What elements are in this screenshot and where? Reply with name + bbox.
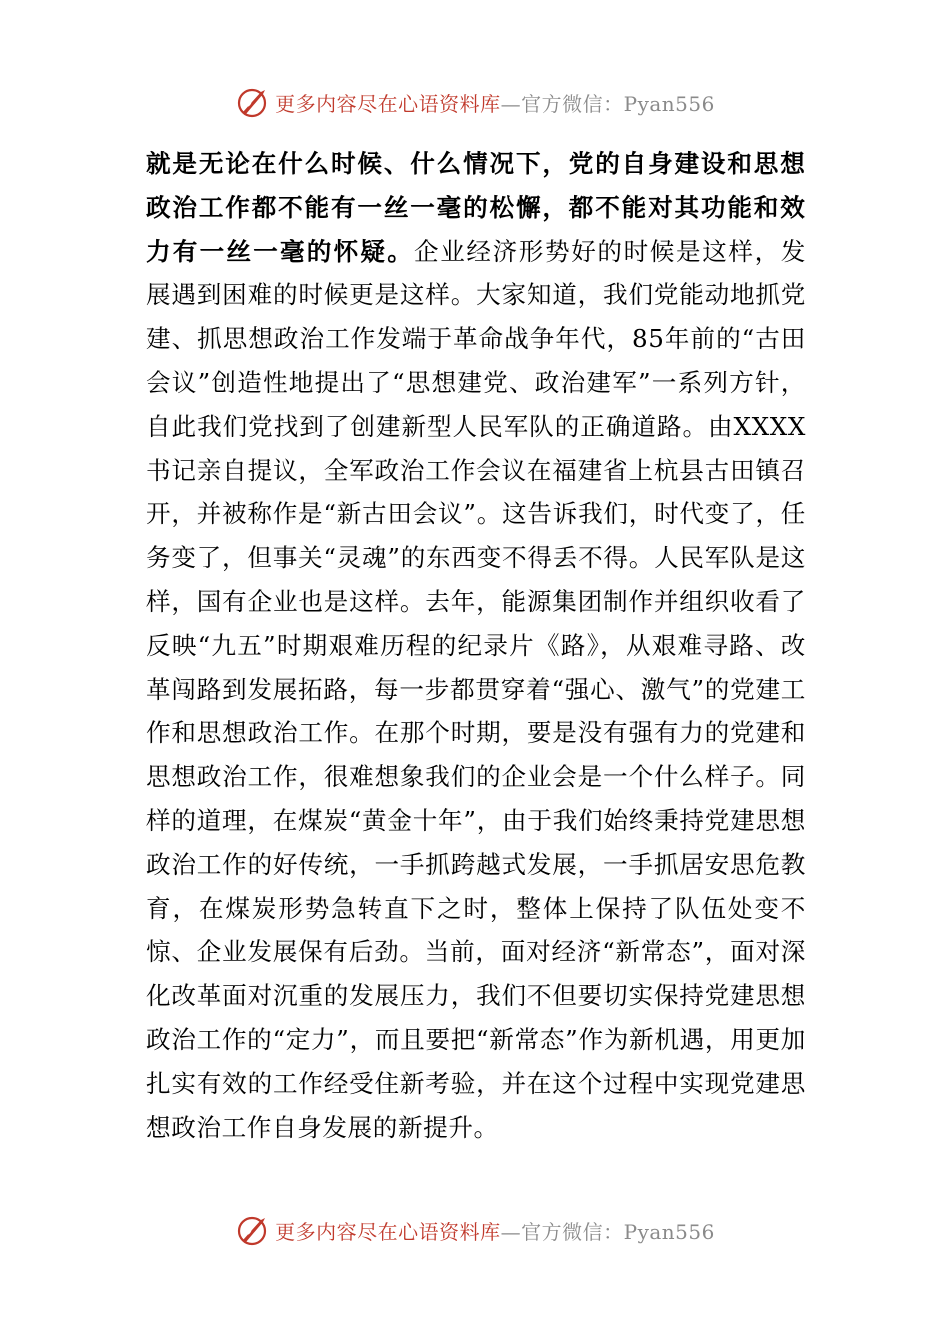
footer-banner-text	[275, 1216, 715, 1245]
footer-banner-red: 更多内容尽在心语资料库	[275, 1219, 501, 1244]
bold-lead-sentence: 就是无论在什么时候、什么情况下，党的自身建设和思想政治工作都不能有一丝一毫的松懈，都不能对其功能和效力有一丝一毫的怀疑。	[146, 149, 806, 266]
body-paragraph: 企业经济形势好的时候是这样，发展遇到困难的时候更是这样。大家知道，我们党能动地抓党建、抓思想政治工作发端于革命战争年代，85年前的“古田会议”创造性地提出了“思想建党、政治建军”一系列方针，自此我们党找到了创建新型人民军队的正确道路。由XXXX书记亲自提议，全军政治工作会议在福建省上杭县古田镇召开，并被称作是“新古田会议”。这告诉我们，时代变了，任务变了，但事关“灵魂”的东西变不得丢不得。人民军队是这样，国有企业也是这样。去年，能源集团制作并组织收看了反映“九五”时期艰难历程的纪录片《路》，从艰难寻路、改革闯路到发展拓路，每一步都贯穿着“强心、激气”的党建工作和思想政治工作。在那个时期，要是没有强有力的党建和思想政治工作，很难想象我们的企业会是一个什么样子。同样的道理，在煤炭“黄金十年”，由于我们始终秉持党建思想政治工作的好传统，一手抓跨越式发展，一手抓居安思危教育，在煤炭形势急转直下之时，整体上保持了队伍处变不惊、企业发展保有后劲。当前，面对经济“新常态”，面对深化改革面对沉重的发展压力，我们不但要切实保持党建思想政治工作的“定力”，而且要把“新常态”作为新机遇，用更加扎实有效的工作经受住新考验，并在这个过程中实现党建思想政治工作自身发展的新提升。	[146, 236, 806, 1142]
footer-banner-gray: —官方微信：Pyan556	[500, 1219, 715, 1244]
header-banner-red: 更多内容尽在心语资料库	[275, 91, 501, 116]
header-banner-text	[275, 88, 715, 117]
pen-logo-icon	[235, 84, 271, 120]
footer-banner	[0, 1208, 950, 1252]
header-banner	[0, 80, 950, 124]
header-banner-gray: —官方微信：Pyan556	[500, 91, 715, 116]
document-body	[146, 142, 806, 1149]
pen-logo-icon	[235, 1212, 271, 1248]
